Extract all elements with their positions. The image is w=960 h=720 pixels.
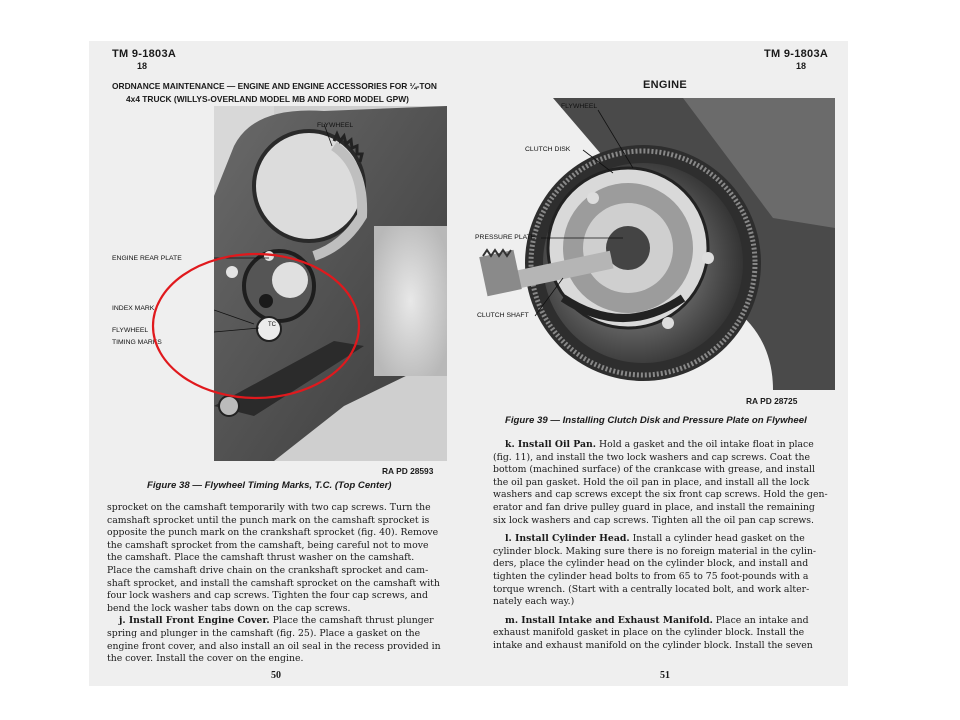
text-line: Place the camshaft drive chain on the crankshaft sprocket and cam- xyxy=(107,564,429,576)
label-flywheel-right: FLYWHEEL xyxy=(561,103,598,110)
red-annotation-circle xyxy=(150,250,362,402)
text-line: washers and cap screws except the six front cap screws. Hold the gen- xyxy=(493,489,828,501)
text-line: the camshaft. Place the camshaft thrust washer on the camshaft. xyxy=(107,552,415,564)
text-line: shaft sprocket, and install the camshaft sprocket on the camshaft with xyxy=(107,577,440,589)
label-index-mark: INDEX MARK xyxy=(112,305,155,312)
text-line: camshaft sprocket until the punch mark on the camshaft sprocket is xyxy=(107,514,430,526)
text-line: Hold a gasket and the oil intake float in place xyxy=(599,439,814,450)
right-body-text xyxy=(493,439,835,653)
text-line: Place an intake and xyxy=(715,614,809,626)
text-line: sprocket on the camshaft temporarily with two cap screws. Turn the xyxy=(107,502,431,513)
para-j-first-line xyxy=(107,615,449,628)
para-l-heading: l. Install Cylinder Head. xyxy=(505,533,630,545)
text-line: cylinder block. Making sure there is no foreign material in the cylin- xyxy=(493,545,817,557)
text-line: the cover. Install the cover on the engine. xyxy=(107,653,304,665)
label-clutch-shaft: CLUTCH SHAFT xyxy=(477,312,529,319)
para-m-first-line xyxy=(493,615,835,628)
label-pressure-plate: PRESSURE PLATE xyxy=(475,234,536,241)
text-line: opposite the punch mark on the crankshaft sprocket (fig. 40). Remove xyxy=(107,527,439,539)
text-line: (fig. 11), and install the two lock washers and cap screws. Coat the xyxy=(493,451,810,463)
figure-39-photo xyxy=(473,98,835,390)
text-line: Place the camshaft thrust plunger xyxy=(272,615,434,627)
figure-38-caption: Figure 38 — Flywheel Timing Marks, T.C. (Top Center) xyxy=(147,480,392,491)
text-line: erator and fan drive pulley guard in place, and install the remaining xyxy=(493,501,815,513)
text-line: torque wrench. (Start with a centrally located bolt, and work alter- xyxy=(493,583,810,595)
para-k-heading: k. Install Oil Pan. xyxy=(505,439,597,450)
right-section-number: 18 xyxy=(796,61,807,71)
text-line: engine front cover, and also install an oil seal in the recess provided in xyxy=(107,640,441,652)
text-line: bottom (machined surface) of the crankcase with grease, and install xyxy=(493,464,816,476)
para-j-heading: j. Install Front Engine Cover. xyxy=(119,615,270,627)
text-line: nately each way.) xyxy=(493,596,575,608)
text-line: tighten the cylinder head bolts to from 65 to 75 foot-pounds with a xyxy=(493,570,809,582)
para-l-first-line xyxy=(493,533,835,546)
para-k-first-line xyxy=(493,439,835,452)
label-flywheel-timing-2: TIMING MARKS xyxy=(112,339,162,346)
left-title-line-2: 4x4 TRUCK (WILLYS-OVERLAND MODEL MB AND FORD MODEL GPW) xyxy=(126,94,409,104)
text-line: the camshaft sprocket from the camshaft, being careful not to move xyxy=(107,539,429,551)
left-body-text xyxy=(107,502,449,666)
figure-38-ra-pd: RA PD 28593 xyxy=(382,466,434,476)
left-section-number: 18 xyxy=(137,61,148,71)
label-flywheel-left: FLYWHEEL xyxy=(317,122,354,129)
text-line: exhaust manifold gasket in place on the cylinder block. Install the xyxy=(493,627,805,639)
para-m-heading: m. Install Intake and Exhaust Manifold. xyxy=(505,614,713,626)
label-clutch-disk: CLUTCH DISK xyxy=(525,146,571,153)
left-tm-number: TM 9-1803A xyxy=(112,48,177,60)
text-line: the oil pan gasket. Hold the oil pan in place, and install all the lock xyxy=(493,476,810,488)
text-line: spring and plunger in the camshaft (fig. 25). Place a gasket on the xyxy=(107,627,421,639)
label-tc-mark: TC xyxy=(268,322,276,328)
running-head-engine: ENGINE xyxy=(643,79,687,91)
left-title-line-1: ORDNANCE MAINTENANCE — ENGINE AND ENGINE ACCESSORIES FOR ¼-TON xyxy=(112,81,437,91)
text-line: intake and exhaust manifold on the cylinder block. Install the seven xyxy=(493,639,813,651)
text-line: Install a cylinder head gasket on the xyxy=(632,533,805,545)
right-tm-number: TM 9-1803A xyxy=(764,48,829,60)
clutch-install-photo xyxy=(473,98,835,390)
text-line: ders, place the cylinder head on the cylinder block, and install and xyxy=(493,558,809,570)
text-line: bend the lock washer tabs down on the cap screws. xyxy=(107,602,351,614)
text-line: six lock washers and cap screws. Tighten all the oil pan cap screws. xyxy=(493,514,815,526)
figure-39-ra-pd: RA PD 28725 xyxy=(746,396,798,406)
right-page-number: 51 xyxy=(660,670,670,681)
left-page-number: 50 xyxy=(271,670,281,681)
label-flywheel-timing-1: FLYWHEEL xyxy=(112,327,149,334)
label-engine-rear-plate: ENGINE REAR PLATE xyxy=(112,255,182,262)
figure-39-caption: Figure 39 — Installing Clutch Disk and Pressure Plate on Flywheel xyxy=(505,415,807,426)
text-line: four lock washers and cap screws. Tighten the four cap screws, and xyxy=(107,590,428,602)
